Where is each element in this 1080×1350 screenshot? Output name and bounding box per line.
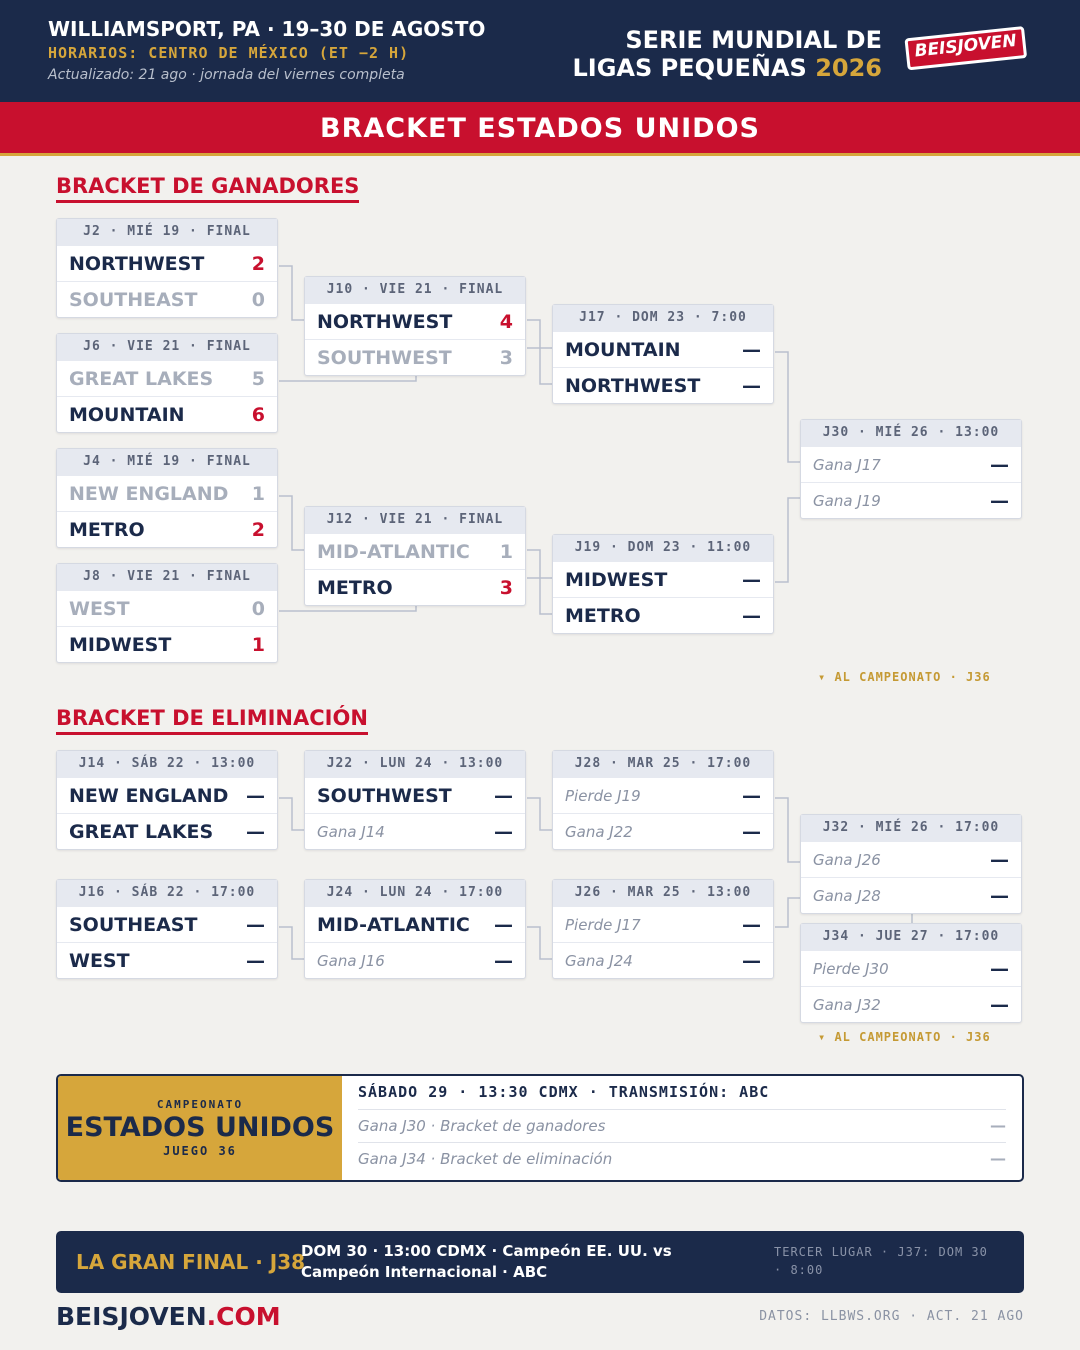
team-score: —	[990, 454, 1009, 476]
game-header: J34 · JUE 27 · 17:00	[801, 924, 1021, 950]
team-row[interactable]	[57, 360, 277, 396]
game-card-j30[interactable]	[800, 419, 1022, 519]
team-score: —	[742, 569, 761, 591]
team-score: —	[742, 605, 761, 627]
team-score: —	[742, 914, 761, 936]
winners-to-championship: ▾ AL CAMPEONATO · J36	[818, 670, 991, 684]
team-name: GREAT LAKES	[69, 821, 214, 843]
game-card-j12[interactable]	[304, 506, 526, 606]
championship-title: ESTADOS UNIDOS	[65, 1112, 335, 1143]
team-row[interactable]	[57, 245, 277, 281]
team-score: —	[494, 785, 513, 807]
team-name: SOUTHEAST	[69, 289, 198, 311]
game-header: J4 · MIÉ 19 · FINAL	[57, 449, 277, 475]
bracket-connector	[775, 898, 800, 927]
game-card-j14[interactable]	[56, 750, 278, 850]
team-name: GREAT LAKES	[69, 368, 214, 390]
team-row[interactable]	[57, 511, 277, 547]
team-name: MOUNTAIN	[69, 404, 185, 426]
team-name: Gana J28	[813, 887, 881, 905]
bracket-connector	[775, 798, 800, 862]
team-name: METRO	[565, 605, 641, 627]
championship-slot-score: —	[990, 1116, 1006, 1135]
elimination-to-championship: ▾ AL CAMPEONATO · J36	[818, 1030, 991, 1044]
team-score: 2	[251, 253, 265, 275]
game-header: J17 · DOM 23 · 7:00	[553, 305, 773, 331]
game-header: J22 · LUN 24 · 13:00	[305, 751, 525, 777]
team-name: Gana J17	[813, 456, 881, 474]
event-location: WILLIAMSPORT, PA · 19–30 DE AGOSTO	[48, 17, 486, 41]
grand-final-title: LA GRAN FINAL · J38	[76, 1250, 306, 1274]
team-row[interactable]	[553, 367, 773, 403]
team-score: —	[990, 958, 1009, 980]
team-name: SOUTHEAST	[69, 914, 198, 936]
team-row[interactable]	[57, 396, 277, 432]
updated-note: Actualizado: 21 ago · jornada del viernes completa	[48, 67, 405, 83]
bracket-connector	[527, 550, 552, 578]
team-score: 1	[251, 483, 265, 505]
team-row[interactable]	[553, 813, 773, 849]
team-name: WEST	[69, 950, 130, 972]
game-card-j19[interactable]	[552, 534, 774, 634]
game-header: J12 · VIE 21 · FINAL	[305, 507, 525, 533]
team-name: NORTHWEST	[69, 253, 205, 275]
championship-slot	[358, 1109, 1006, 1141]
championship-schedule: SÁBADO 29 · 13:30 CDMX · TRANSMISIÓN: ABC	[358, 1083, 770, 1101]
game-header: J28 · MAR 25 · 17:00	[553, 751, 773, 777]
game-card-j24[interactable]	[304, 879, 526, 979]
game-card-j26[interactable]	[552, 879, 774, 979]
event-title-line1: SERIE MUNDIAL DE	[625, 26, 882, 54]
team-row[interactable]	[305, 942, 525, 978]
game-card-j16[interactable]	[56, 879, 278, 979]
team-row[interactable]	[57, 281, 277, 317]
championship-kicker: CAMPEONATO	[156, 1098, 244, 1111]
team-name: NORTHWEST	[565, 375, 701, 397]
team-score: —	[494, 821, 513, 843]
bracket-connector	[279, 266, 304, 320]
team-score: —	[742, 339, 761, 361]
game-card-j32[interactable]	[800, 814, 1022, 914]
team-score: —	[990, 849, 1009, 871]
game-header: J24 · LUN 24 · 17:00	[305, 880, 525, 906]
team-score: —	[742, 821, 761, 843]
team-score: —	[246, 950, 265, 972]
game-header: J26 · MAR 25 · 13:00	[553, 880, 773, 906]
team-score: 6	[251, 404, 265, 426]
bracket-connector	[527, 320, 552, 348]
championship-slot-label: Gana J30 · Bracket de ganadores	[358, 1117, 606, 1135]
team-name: Pierde J19	[565, 787, 641, 805]
championship-label-panel	[58, 1076, 342, 1180]
team-score: 1	[251, 634, 265, 656]
team-score: —	[494, 914, 513, 936]
team-row[interactable]	[305, 813, 525, 849]
event-year: 2026	[815, 54, 882, 82]
bracket-connector	[279, 496, 304, 550]
team-row[interactable]	[305, 777, 525, 813]
site-name: BEISJOVEN	[56, 1302, 207, 1331]
team-name: Gana J22	[565, 823, 633, 841]
team-name: Pierde J17	[565, 916, 641, 934]
game-card-j28[interactable]	[552, 750, 774, 850]
team-row[interactable]	[801, 841, 1021, 877]
championship-card[interactable]	[56, 1074, 1024, 1182]
bracket-connector	[527, 927, 552, 959]
bracket-connector	[527, 798, 552, 830]
team-name: SOUTHWEST	[317, 785, 452, 807]
team-score: —	[990, 490, 1009, 512]
team-row[interactable]	[57, 942, 277, 978]
game-header: J2 · MIÉ 19 · FINAL	[57, 219, 277, 245]
bracket-connector	[279, 798, 304, 830]
game-card-j10[interactable]	[304, 276, 526, 376]
third-place-note: TERCER LUGAR · J37: DOM 30 · 8:00	[774, 1245, 988, 1277]
team-name: MIDWEST	[69, 634, 172, 656]
game-card-j2[interactable]	[56, 218, 278, 318]
team-name: Pierde J30	[813, 960, 889, 978]
team-row[interactable]	[801, 986, 1021, 1022]
team-row[interactable]	[553, 777, 773, 813]
team-name: NEW ENGLAND	[69, 483, 229, 505]
team-name: NORTHWEST	[317, 311, 453, 333]
team-name: Gana J14	[317, 823, 385, 841]
team-name: METRO	[69, 519, 145, 541]
team-row[interactable]	[57, 626, 277, 662]
team-name: METRO	[317, 577, 393, 599]
bracket-connector	[775, 352, 800, 462]
team-name: MID-ATLANTIC	[317, 541, 470, 563]
site-tld: .COM	[206, 1302, 281, 1331]
game-header: J32 · MIÉ 26 · 17:00	[801, 815, 1021, 841]
team-row[interactable]	[305, 303, 525, 339]
game-card-j34[interactable]	[800, 923, 1022, 1023]
team-name: SOUTHWEST	[317, 347, 452, 369]
grand-final-bar[interactable]	[56, 1231, 1024, 1293]
game-header: J8 · VIE 21 · FINAL	[57, 564, 277, 590]
bracket-connector	[775, 498, 800, 582]
team-row[interactable]	[305, 339, 525, 375]
team-name: MOUNTAIN	[565, 339, 681, 361]
team-row[interactable]	[553, 906, 773, 942]
bracket-connector	[279, 927, 304, 959]
game-header: J30 · MIÉ 26 · 13:00	[801, 420, 1021, 446]
bracket-connector	[527, 348, 552, 384]
team-row[interactable]	[57, 777, 277, 813]
team-score: —	[494, 950, 513, 972]
team-score: 0	[251, 289, 265, 311]
team-score: 1	[499, 541, 513, 563]
championship-slot-score: —	[990, 1149, 1006, 1168]
game-header: J19 · DOM 23 · 11:00	[553, 535, 773, 561]
team-name: Gana J16	[317, 952, 385, 970]
team-row[interactable]	[801, 482, 1021, 518]
team-name: Gana J24	[565, 952, 633, 970]
team-row[interactable]	[305, 906, 525, 942]
team-row[interactable]	[801, 950, 1021, 986]
game-card-j8[interactable]	[56, 563, 278, 663]
team-score: —	[742, 375, 761, 397]
team-score: —	[742, 785, 761, 807]
team-row[interactable]	[553, 597, 773, 633]
team-name: MID-ATLANTIC	[317, 914, 470, 936]
team-score: 3	[499, 347, 513, 369]
game-card-j6[interactable]	[56, 333, 278, 433]
team-score: 5	[251, 368, 265, 390]
team-name: Gana J32	[813, 996, 881, 1014]
team-score: 0	[251, 598, 265, 620]
game-header: J16 · SÁB 22 · 17:00	[57, 880, 277, 906]
team-score: 3	[499, 577, 513, 599]
timezone-note: HORARIOS: CENTRO DE MÉXICO (ET −2 H)	[48, 44, 410, 62]
team-score: —	[990, 994, 1009, 1016]
event-title-line2: LIGAS PEQUEÑAS	[572, 54, 807, 82]
winners-section-title: BRACKET DE GANADORES	[56, 174, 359, 203]
team-name: MIDWEST	[565, 569, 668, 591]
team-score: —	[742, 950, 761, 972]
team-row[interactable]	[57, 590, 277, 626]
team-row[interactable]	[553, 942, 773, 978]
team-row[interactable]	[553, 561, 773, 597]
team-row[interactable]	[57, 813, 277, 849]
team-score: —	[246, 785, 265, 807]
team-name: WEST	[69, 598, 130, 620]
game-header: J10 · VIE 21 · FINAL	[305, 277, 525, 303]
team-score: —	[990, 885, 1009, 907]
site-link[interactable]	[56, 1302, 281, 1331]
championship-slot-label: Gana J34 · Bracket de eliminación	[358, 1150, 613, 1168]
team-name: Gana J19	[813, 492, 881, 510]
championship-slot	[358, 1142, 1006, 1174]
bracket-connector	[527, 578, 552, 614]
team-score: —	[246, 821, 265, 843]
data-credits: DATOS: LLBWS.ORG · ACT. 21 AGO	[759, 1309, 1024, 1324]
team-score: 4	[499, 311, 513, 333]
team-row[interactable]	[57, 475, 277, 511]
elimination-section-title: BRACKET DE ELIMINACIÓN	[56, 706, 368, 735]
team-row[interactable]	[553, 331, 773, 367]
team-score: 2	[251, 519, 265, 541]
team-score: —	[246, 914, 265, 936]
team-row[interactable]	[305, 569, 525, 605]
banner-title: BRACKET ESTADOS UNIDOS	[320, 113, 760, 144]
team-row[interactable]	[305, 533, 525, 569]
grand-final-detail: DOM 30 · 13:00 CDMX · Campeón EE. UU. vs Campeón Internacional · ABC	[301, 1242, 672, 1281]
game-header: J14 · SÁB 22 · 13:00	[57, 751, 277, 777]
game-card-j17[interactable]	[552, 304, 774, 404]
team-name: Gana J26	[813, 851, 881, 869]
team-row[interactable]	[801, 446, 1021, 482]
team-row[interactable]	[801, 877, 1021, 913]
game-header: J6 · VIE 21 · FINAL	[57, 334, 277, 360]
logo-text: BEISJOVEN	[913, 30, 1018, 62]
game-card-j22[interactable]	[304, 750, 526, 850]
team-name: NEW ENGLAND	[69, 785, 229, 807]
game-card-j4[interactable]	[56, 448, 278, 548]
championship-game-number: JUEGO 36	[163, 1144, 237, 1158]
team-row[interactable]	[57, 906, 277, 942]
